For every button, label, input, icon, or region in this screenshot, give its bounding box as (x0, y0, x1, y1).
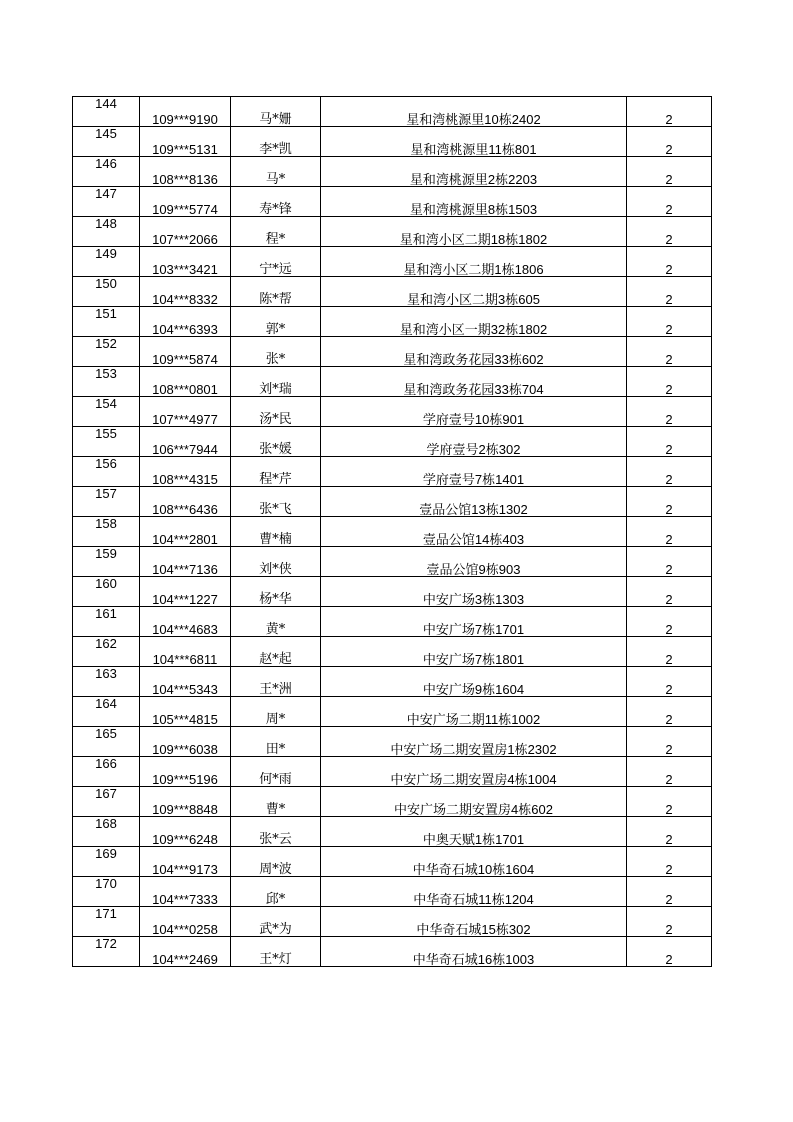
table-row (73, 757, 712, 787)
address-cell: 中安广场7栋1701 (321, 607, 627, 637)
row-number-cell: 153 (73, 367, 140, 397)
count-cell: 2 (627, 487, 712, 517)
records-table (72, 96, 712, 967)
table-row (73, 277, 712, 307)
masked-id-cell: 108***0801 (140, 367, 231, 397)
table-row (73, 697, 712, 727)
table-row (73, 607, 712, 637)
count-cell: 2 (627, 607, 712, 637)
count-cell: 2 (627, 667, 712, 697)
count-cell: 2 (627, 397, 712, 427)
row-number-cell: 147 (73, 187, 140, 217)
address-cell: 中安广场9栋1604 (321, 667, 627, 697)
address-cell: 中安广场二期安置房4栋1004 (321, 757, 627, 787)
name-cell: 张*飞 (231, 487, 321, 517)
name-cell: 张* (231, 337, 321, 367)
table-row (73, 457, 712, 487)
row-number-cell: 172 (73, 937, 140, 967)
row-number-cell: 146 (73, 157, 140, 187)
count-cell: 2 (627, 937, 712, 967)
table-row (73, 307, 712, 337)
count-cell: 2 (627, 307, 712, 337)
count-cell: 2 (627, 127, 712, 157)
address-cell: 壹品公馆14栋403 (321, 517, 627, 547)
count-cell: 2 (627, 427, 712, 457)
address-cell: 星和湾政务花园33栋602 (321, 337, 627, 367)
row-number-cell: 158 (73, 517, 140, 547)
address-cell: 壹品公馆13栋1302 (321, 487, 627, 517)
table-row (73, 397, 712, 427)
address-cell: 中安广场7栋1801 (321, 637, 627, 667)
name-cell: 李*凯 (231, 127, 321, 157)
masked-id-cell: 104***2469 (140, 937, 231, 967)
row-number-cell: 145 (73, 127, 140, 157)
address-cell: 星和湾政务花园33栋704 (321, 367, 627, 397)
masked-id-cell: 109***6248 (140, 817, 231, 847)
row-number-cell: 167 (73, 787, 140, 817)
address-cell: 星和湾小区二期1栋1806 (321, 247, 627, 277)
masked-id-cell: 109***8848 (140, 787, 231, 817)
masked-id-cell: 104***6811 (140, 637, 231, 667)
name-cell: 邱* (231, 877, 321, 907)
count-cell: 2 (627, 547, 712, 577)
row-number-cell: 151 (73, 307, 140, 337)
count-cell: 2 (627, 247, 712, 277)
count-cell: 2 (627, 577, 712, 607)
table-row (73, 337, 712, 367)
address-cell: 学府壹号2栋302 (321, 427, 627, 457)
masked-id-cell: 108***4315 (140, 457, 231, 487)
masked-id-cell: 103***3421 (140, 247, 231, 277)
row-number-cell: 160 (73, 577, 140, 607)
address-cell: 星和湾桃源里10栋2402 (321, 97, 627, 127)
row-number-cell: 156 (73, 457, 140, 487)
row-number-cell: 144 (73, 97, 140, 127)
address-cell: 中安广场二期11栋1002 (321, 697, 627, 727)
masked-id-cell: 104***1227 (140, 577, 231, 607)
count-cell: 2 (627, 457, 712, 487)
row-number-cell: 163 (73, 667, 140, 697)
masked-id-cell: 109***6038 (140, 727, 231, 757)
masked-id-cell: 104***4683 (140, 607, 231, 637)
masked-id-cell: 104***9173 (140, 847, 231, 877)
count-cell: 2 (627, 727, 712, 757)
table-row (73, 577, 712, 607)
masked-id-cell: 109***5131 (140, 127, 231, 157)
table-row (73, 667, 712, 697)
address-cell: 星和湾小区二期18栋1802 (321, 217, 627, 247)
count-cell: 2 (627, 517, 712, 547)
address-cell: 星和湾桃源里2栋2203 (321, 157, 627, 187)
row-number-cell: 152 (73, 337, 140, 367)
table-row (73, 727, 712, 757)
name-cell: 刘*瑞 (231, 367, 321, 397)
count-cell: 2 (627, 187, 712, 217)
address-cell: 中奥天赋1栋1701 (321, 817, 627, 847)
address-cell: 中安广场二期安置房1栋2302 (321, 727, 627, 757)
address-cell: 星和湾小区二期3栋605 (321, 277, 627, 307)
name-cell: 曹*楠 (231, 517, 321, 547)
address-cell: 学府壹号7栋1401 (321, 457, 627, 487)
name-cell: 赵*起 (231, 637, 321, 667)
table-row (73, 547, 712, 577)
masked-id-cell: 109***5196 (140, 757, 231, 787)
row-number-cell: 162 (73, 637, 140, 667)
count-cell: 2 (627, 337, 712, 367)
name-cell: 马* (231, 157, 321, 187)
count-cell: 2 (627, 277, 712, 307)
row-number-cell: 157 (73, 487, 140, 517)
address-cell: 壹品公馆9栋903 (321, 547, 627, 577)
name-cell: 程* (231, 217, 321, 247)
table-row (73, 127, 712, 157)
table-row (73, 517, 712, 547)
count-cell: 2 (627, 847, 712, 877)
table-body (73, 97, 712, 967)
name-cell: 汤*民 (231, 397, 321, 427)
count-cell: 2 (627, 637, 712, 667)
row-number-cell: 166 (73, 757, 140, 787)
table-row (73, 187, 712, 217)
masked-id-cell: 109***9190 (140, 97, 231, 127)
row-number-cell: 150 (73, 277, 140, 307)
row-number-cell: 170 (73, 877, 140, 907)
row-number-cell: 168 (73, 817, 140, 847)
table-row (73, 367, 712, 397)
table-row (73, 937, 712, 967)
name-cell: 武*为 (231, 907, 321, 937)
name-cell: 王*洲 (231, 667, 321, 697)
count-cell: 2 (627, 217, 712, 247)
address-cell: 学府壹号10栋901 (321, 397, 627, 427)
table-row (73, 877, 712, 907)
count-cell: 2 (627, 787, 712, 817)
name-cell: 周* (231, 697, 321, 727)
table-row (73, 817, 712, 847)
name-cell: 杨*华 (231, 577, 321, 607)
masked-id-cell: 104***8332 (140, 277, 231, 307)
row-number-cell: 161 (73, 607, 140, 637)
masked-id-cell: 109***5874 (140, 337, 231, 367)
name-cell: 田* (231, 727, 321, 757)
table-row (73, 427, 712, 457)
row-number-cell: 165 (73, 727, 140, 757)
table-row (73, 247, 712, 277)
masked-id-cell: 109***5774 (140, 187, 231, 217)
address-cell: 中华奇石城10栋1604 (321, 847, 627, 877)
count-cell: 2 (627, 697, 712, 727)
address-cell: 星和湾小区一期32栋1802 (321, 307, 627, 337)
masked-id-cell: 108***8136 (140, 157, 231, 187)
row-number-cell: 149 (73, 247, 140, 277)
address-cell: 中华奇石城15栋302 (321, 907, 627, 937)
masked-id-cell: 108***6436 (140, 487, 231, 517)
masked-id-cell: 104***7333 (140, 877, 231, 907)
address-cell: 中安广场3栋1303 (321, 577, 627, 607)
name-cell: 王*灯 (231, 937, 321, 967)
name-cell: 宁*远 (231, 247, 321, 277)
row-number-cell: 164 (73, 697, 140, 727)
table-row (73, 637, 712, 667)
address-cell: 星和湾桃源里11栋801 (321, 127, 627, 157)
name-cell: 马*姗 (231, 97, 321, 127)
masked-id-cell: 104***7136 (140, 547, 231, 577)
row-number-cell: 171 (73, 907, 140, 937)
name-cell: 郭* (231, 307, 321, 337)
name-cell: 张*云 (231, 817, 321, 847)
row-number-cell: 159 (73, 547, 140, 577)
name-cell: 周*波 (231, 847, 321, 877)
table-row (73, 157, 712, 187)
count-cell: 2 (627, 367, 712, 397)
masked-id-cell: 105***4815 (140, 697, 231, 727)
table-row (73, 487, 712, 517)
address-cell: 星和湾桃源里8栋1503 (321, 187, 627, 217)
count-cell: 2 (627, 757, 712, 787)
count-cell: 2 (627, 97, 712, 127)
name-cell: 程*芹 (231, 457, 321, 487)
row-number-cell: 155 (73, 427, 140, 457)
table-row (73, 787, 712, 817)
address-cell: 中华奇石城16栋1003 (321, 937, 627, 967)
table-row (73, 97, 712, 127)
table-row (73, 217, 712, 247)
name-cell: 陈*帮 (231, 277, 321, 307)
count-cell: 2 (627, 817, 712, 847)
row-number-cell: 154 (73, 397, 140, 427)
name-cell: 刘*侠 (231, 547, 321, 577)
name-cell: 曹* (231, 787, 321, 817)
row-number-cell: 148 (73, 217, 140, 247)
address-cell: 中华奇石城11栋1204 (321, 877, 627, 907)
masked-id-cell: 107***2066 (140, 217, 231, 247)
row-number-cell: 169 (73, 847, 140, 877)
count-cell: 2 (627, 877, 712, 907)
masked-id-cell: 104***0258 (140, 907, 231, 937)
masked-id-cell: 104***2801 (140, 517, 231, 547)
name-cell: 黄* (231, 607, 321, 637)
masked-id-cell: 106***7944 (140, 427, 231, 457)
masked-id-cell: 107***4977 (140, 397, 231, 427)
count-cell: 2 (627, 907, 712, 937)
address-cell: 中安广场二期安置房4栋602 (321, 787, 627, 817)
name-cell: 何*雨 (231, 757, 321, 787)
name-cell: 张*媛 (231, 427, 321, 457)
masked-id-cell: 104***5343 (140, 667, 231, 697)
table-row (73, 907, 712, 937)
count-cell: 2 (627, 157, 712, 187)
masked-id-cell: 104***6393 (140, 307, 231, 337)
table-row (73, 847, 712, 877)
name-cell: 寿*锋 (231, 187, 321, 217)
